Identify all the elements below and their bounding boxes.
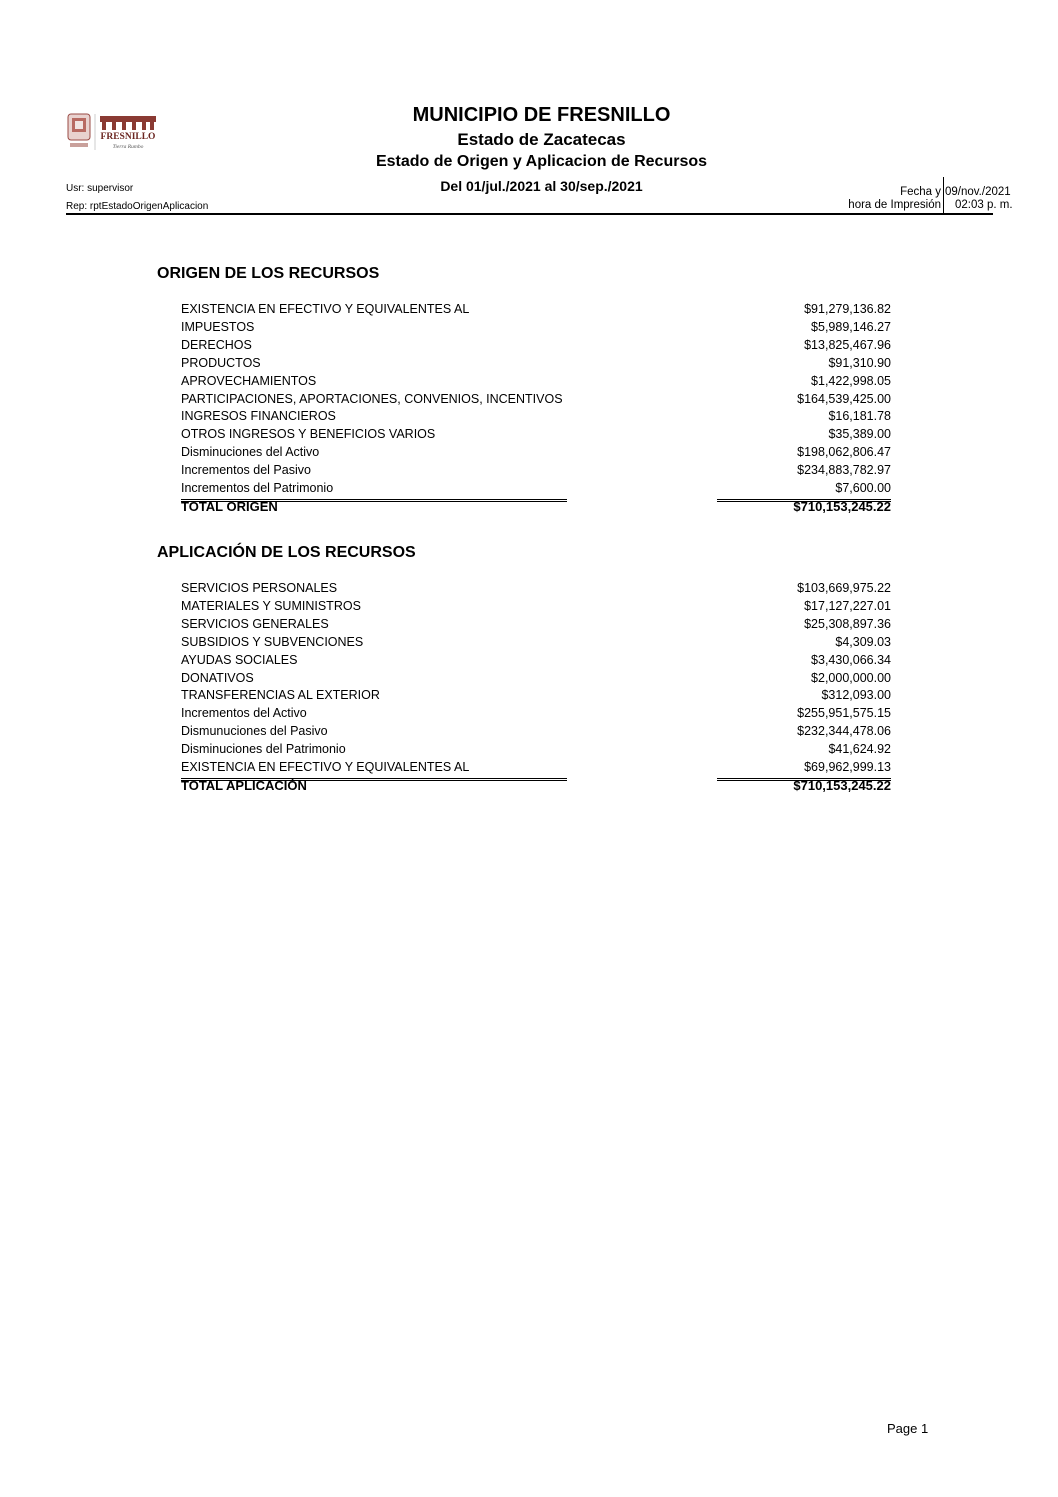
row-label: SUBSIDIOS Y SUBVENCIONES: [181, 634, 364, 649]
row-amount: $3,430,066.34: [811, 652, 891, 667]
row-amount: $35,389.00: [828, 427, 891, 442]
row-label: PRODUCTOS: [181, 355, 261, 370]
table-row: [181, 409, 891, 427]
row-amount: $17,127,227.01: [804, 598, 891, 613]
row-amount: $1,422,998.05: [811, 373, 891, 388]
row-label: Incrementos del Activo: [181, 706, 307, 721]
row-label: Incrementos del Pasivo: [181, 463, 311, 478]
row-amount: $232,344,478.06: [797, 724, 891, 739]
row-label: DONATIVOS: [181, 670, 254, 685]
table-row: [181, 445, 891, 463]
header-divider: [66, 213, 993, 215]
row-label: IMPUESTOS: [181, 319, 255, 334]
row-amount: $103,669,975.22: [797, 581, 891, 595]
row-label: INGRESOS FINANCIEROS: [181, 409, 336, 424]
row-amount: $4,309.03: [835, 634, 891, 649]
row-amount: $7,600.00: [835, 481, 891, 495]
row-amount: $25,308,897.36: [804, 616, 891, 631]
origen-section-title: ORIGEN DE LOS RECURSOS: [157, 265, 380, 282]
row-label: OTROS INGRESOS Y BENEFICIOS VARIOS: [181, 427, 436, 442]
table-row: [181, 599, 891, 617]
table-row: [181, 338, 891, 356]
row-label: SERVICIOS PERSONALES: [181, 581, 338, 595]
row-amount: $255,951,575.15: [797, 706, 891, 721]
report-id-label: Rep: rptEstadoOrigenAplicacion: [66, 201, 209, 212]
aplicacion-total-row: [181, 778, 891, 794]
row-amount: $91,279,136.82: [804, 302, 891, 316]
row-label: Dismunuciones del Pasivo: [181, 724, 328, 739]
report-title: MUNICIPIO DE FRESNILLO: [412, 104, 671, 126]
row-amount: $2,000,000.00: [811, 670, 891, 685]
table-row: [181, 706, 891, 724]
row-amount: $13,825,467.96: [804, 337, 891, 352]
aplicacion-total-label: TOTAL APLICACIÓN: [181, 778, 307, 793]
row-amount: $16,181.78: [828, 409, 891, 424]
row-label: SERVICIOS GENERALES: [181, 616, 329, 631]
row-label: MATERIALES Y SUMINISTROS: [181, 598, 361, 613]
report-name: Estado de Origen y Aplicacion de Recursos: [375, 153, 708, 170]
table-row: [181, 671, 891, 689]
svg-text:FRESNILLO: FRESNILLO: [100, 132, 156, 142]
row-label: EXISTENCIA EN EFECTIVO Y EQUIVALENTES AL: [181, 302, 470, 316]
row-label: EXISTENCIA EN EFECTIVO Y EQUIVALENTES AL: [181, 760, 470, 774]
origen-total-amount: $710,153,245.22: [793, 499, 891, 514]
row-amount: $198,062,806.47: [797, 445, 891, 460]
row-label: PARTICIPACIONES, APORTACIONES, CONVENIOS, INCENTIVOS: [181, 391, 563, 406]
table-row: [181, 481, 891, 499]
row-label: TRANSFERENCIAS AL EXTERIOR: [181, 688, 380, 703]
print-time-value: 02:03 p. m.: [955, 199, 1013, 211]
table-row: [181, 581, 891, 599]
row-amount: $5,989,146.27: [811, 319, 891, 334]
aplicacion-section-title: APLICACIÓN DE LOS RECURSOS: [157, 544, 416, 561]
origen-total-label: TOTAL ORIGEN: [181, 499, 278, 514]
row-amount: $312,093.00: [821, 688, 891, 703]
row-label: AYUDAS SOCIALES: [181, 652, 298, 667]
table-row: [181, 617, 891, 635]
table-row: [181, 760, 891, 778]
row-label: Disminuciones del Patrimonio: [181, 742, 346, 757]
row-amount: $41,624.92: [828, 742, 891, 757]
table-row: [181, 688, 891, 706]
table-row: [181, 724, 891, 742]
report-state: Estado de Zacatecas: [457, 130, 626, 149]
row-amount: $69,962,999.13: [804, 760, 891, 774]
print-date-label: Fecha y: [900, 186, 941, 198]
origen-total-row: [181, 499, 891, 515]
table-row: [181, 742, 891, 760]
print-date-value: 09/nov./2021: [945, 186, 1011, 198]
row-label: Disminuciones del Activo: [181, 445, 320, 460]
table-row: [181, 392, 891, 410]
table-row: [181, 374, 891, 392]
report-period: Del 01/jul./2021 al 30/sep./2021: [440, 178, 643, 194]
row-amount: $91,310.90: [828, 355, 891, 370]
row-label: DERECHOS: [181, 337, 252, 352]
row-amount: $164,539,425.00: [797, 391, 891, 406]
aplicacion-total-amount: $710,153,245.22: [793, 778, 891, 793]
table-row: [181, 653, 891, 671]
table-row: [181, 635, 891, 653]
table-row: [181, 302, 891, 320]
table-row: [181, 356, 891, 374]
user-label: Usr: supervisor: [66, 183, 134, 194]
table-row: [181, 427, 891, 445]
svg-text:Tierra Rumbo: Tierra Rumbo: [112, 144, 144, 150]
print-time-label: hora de Impresión: [848, 199, 941, 211]
table-row: [181, 463, 891, 481]
row-amount: $234,883,782.97: [797, 463, 891, 478]
row-label: Incrementos del Patrimonio: [181, 481, 334, 495]
row-label: APROVECHAMIENTOS: [181, 373, 317, 388]
table-row: [181, 320, 891, 338]
header-vertical-divider: [943, 177, 944, 213]
page-number: Page 1: [887, 1421, 929, 1436]
